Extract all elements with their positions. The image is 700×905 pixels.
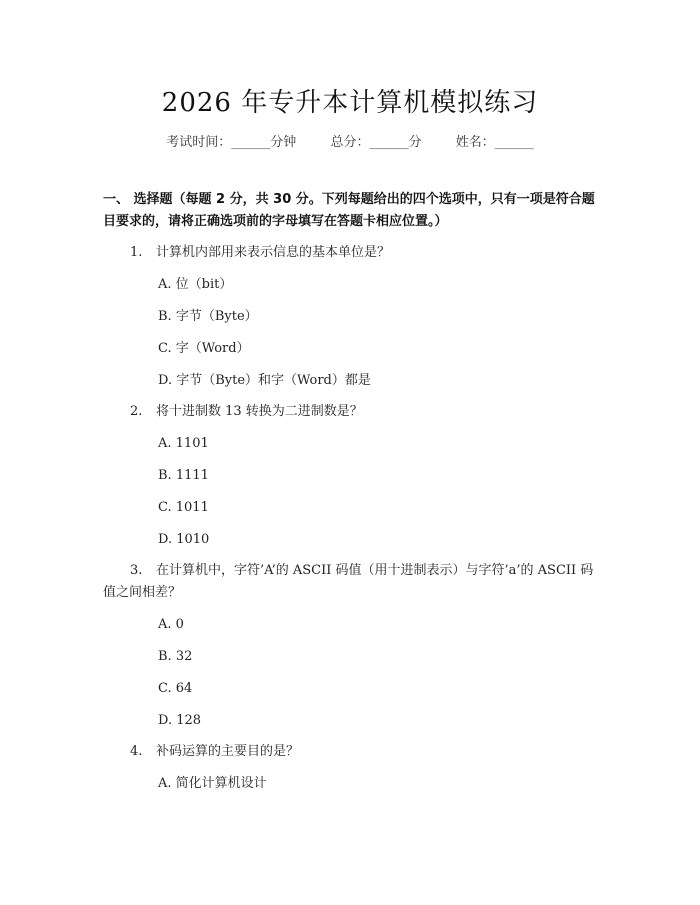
option-3b: B. 32 [158, 649, 193, 664]
question-3 [103, 560, 603, 604]
total-score-field: 总分：______分 [330, 135, 422, 150]
question-number: 2. [130, 404, 143, 419]
page-title: 2026 年专升本计算机模拟练习 [161, 88, 539, 118]
question-4 [103, 741, 603, 763]
section-heading: 一、 选择题（每题 2 分，共 30 分。下列每题给出的四个选项中，只有一项是符合题目要求的，请将正确选项前的字母填写在答题卡相应位置。） [103, 192, 595, 229]
exam-meta [0, 131, 700, 150]
question-2 [103, 401, 603, 423]
exam-time-field: 考试时间：______分钟 [166, 135, 297, 150]
question-text: 计算机内部用来表示信息的基本单位是？ [156, 245, 391, 260]
question-1 [103, 242, 603, 264]
option-3d: D. 128 [158, 713, 202, 728]
option-1b: B. 字节（Byte） [158, 309, 258, 324]
option-2b: B. 1111 [158, 468, 209, 483]
option-2c: C. 1011 [158, 500, 209, 515]
option-3a: A. 0 [158, 617, 184, 632]
option-4a: A. 简化计算机设计 [158, 776, 267, 791]
question-text: 补码运算的主要目的是？ [156, 744, 300, 759]
question-number: 1. [130, 245, 143, 260]
question-text: 将十进制数 13 转换为二进制数是？ [156, 404, 363, 419]
name-field: 姓名：______ [455, 135, 534, 150]
option-1d: D. 字节（Byte）和字（Word）都是 [158, 373, 371, 388]
option-1a: A. 位（bit） [158, 277, 233, 292]
option-2a: A. 1101 [158, 436, 209, 451]
question-text: 在计算机中，字符’A’的 ASCII 码值（用十进制表示）与字符’a’的 ASCII 码值之间相差？ [103, 563, 594, 600]
option-1c: C. 字（Word） [158, 341, 250, 356]
option-3c: C. 64 [158, 681, 193, 696]
question-number: 3. [130, 563, 143, 578]
question-number: 4. [130, 744, 143, 759]
option-2d: D. 1010 [158, 532, 210, 547]
